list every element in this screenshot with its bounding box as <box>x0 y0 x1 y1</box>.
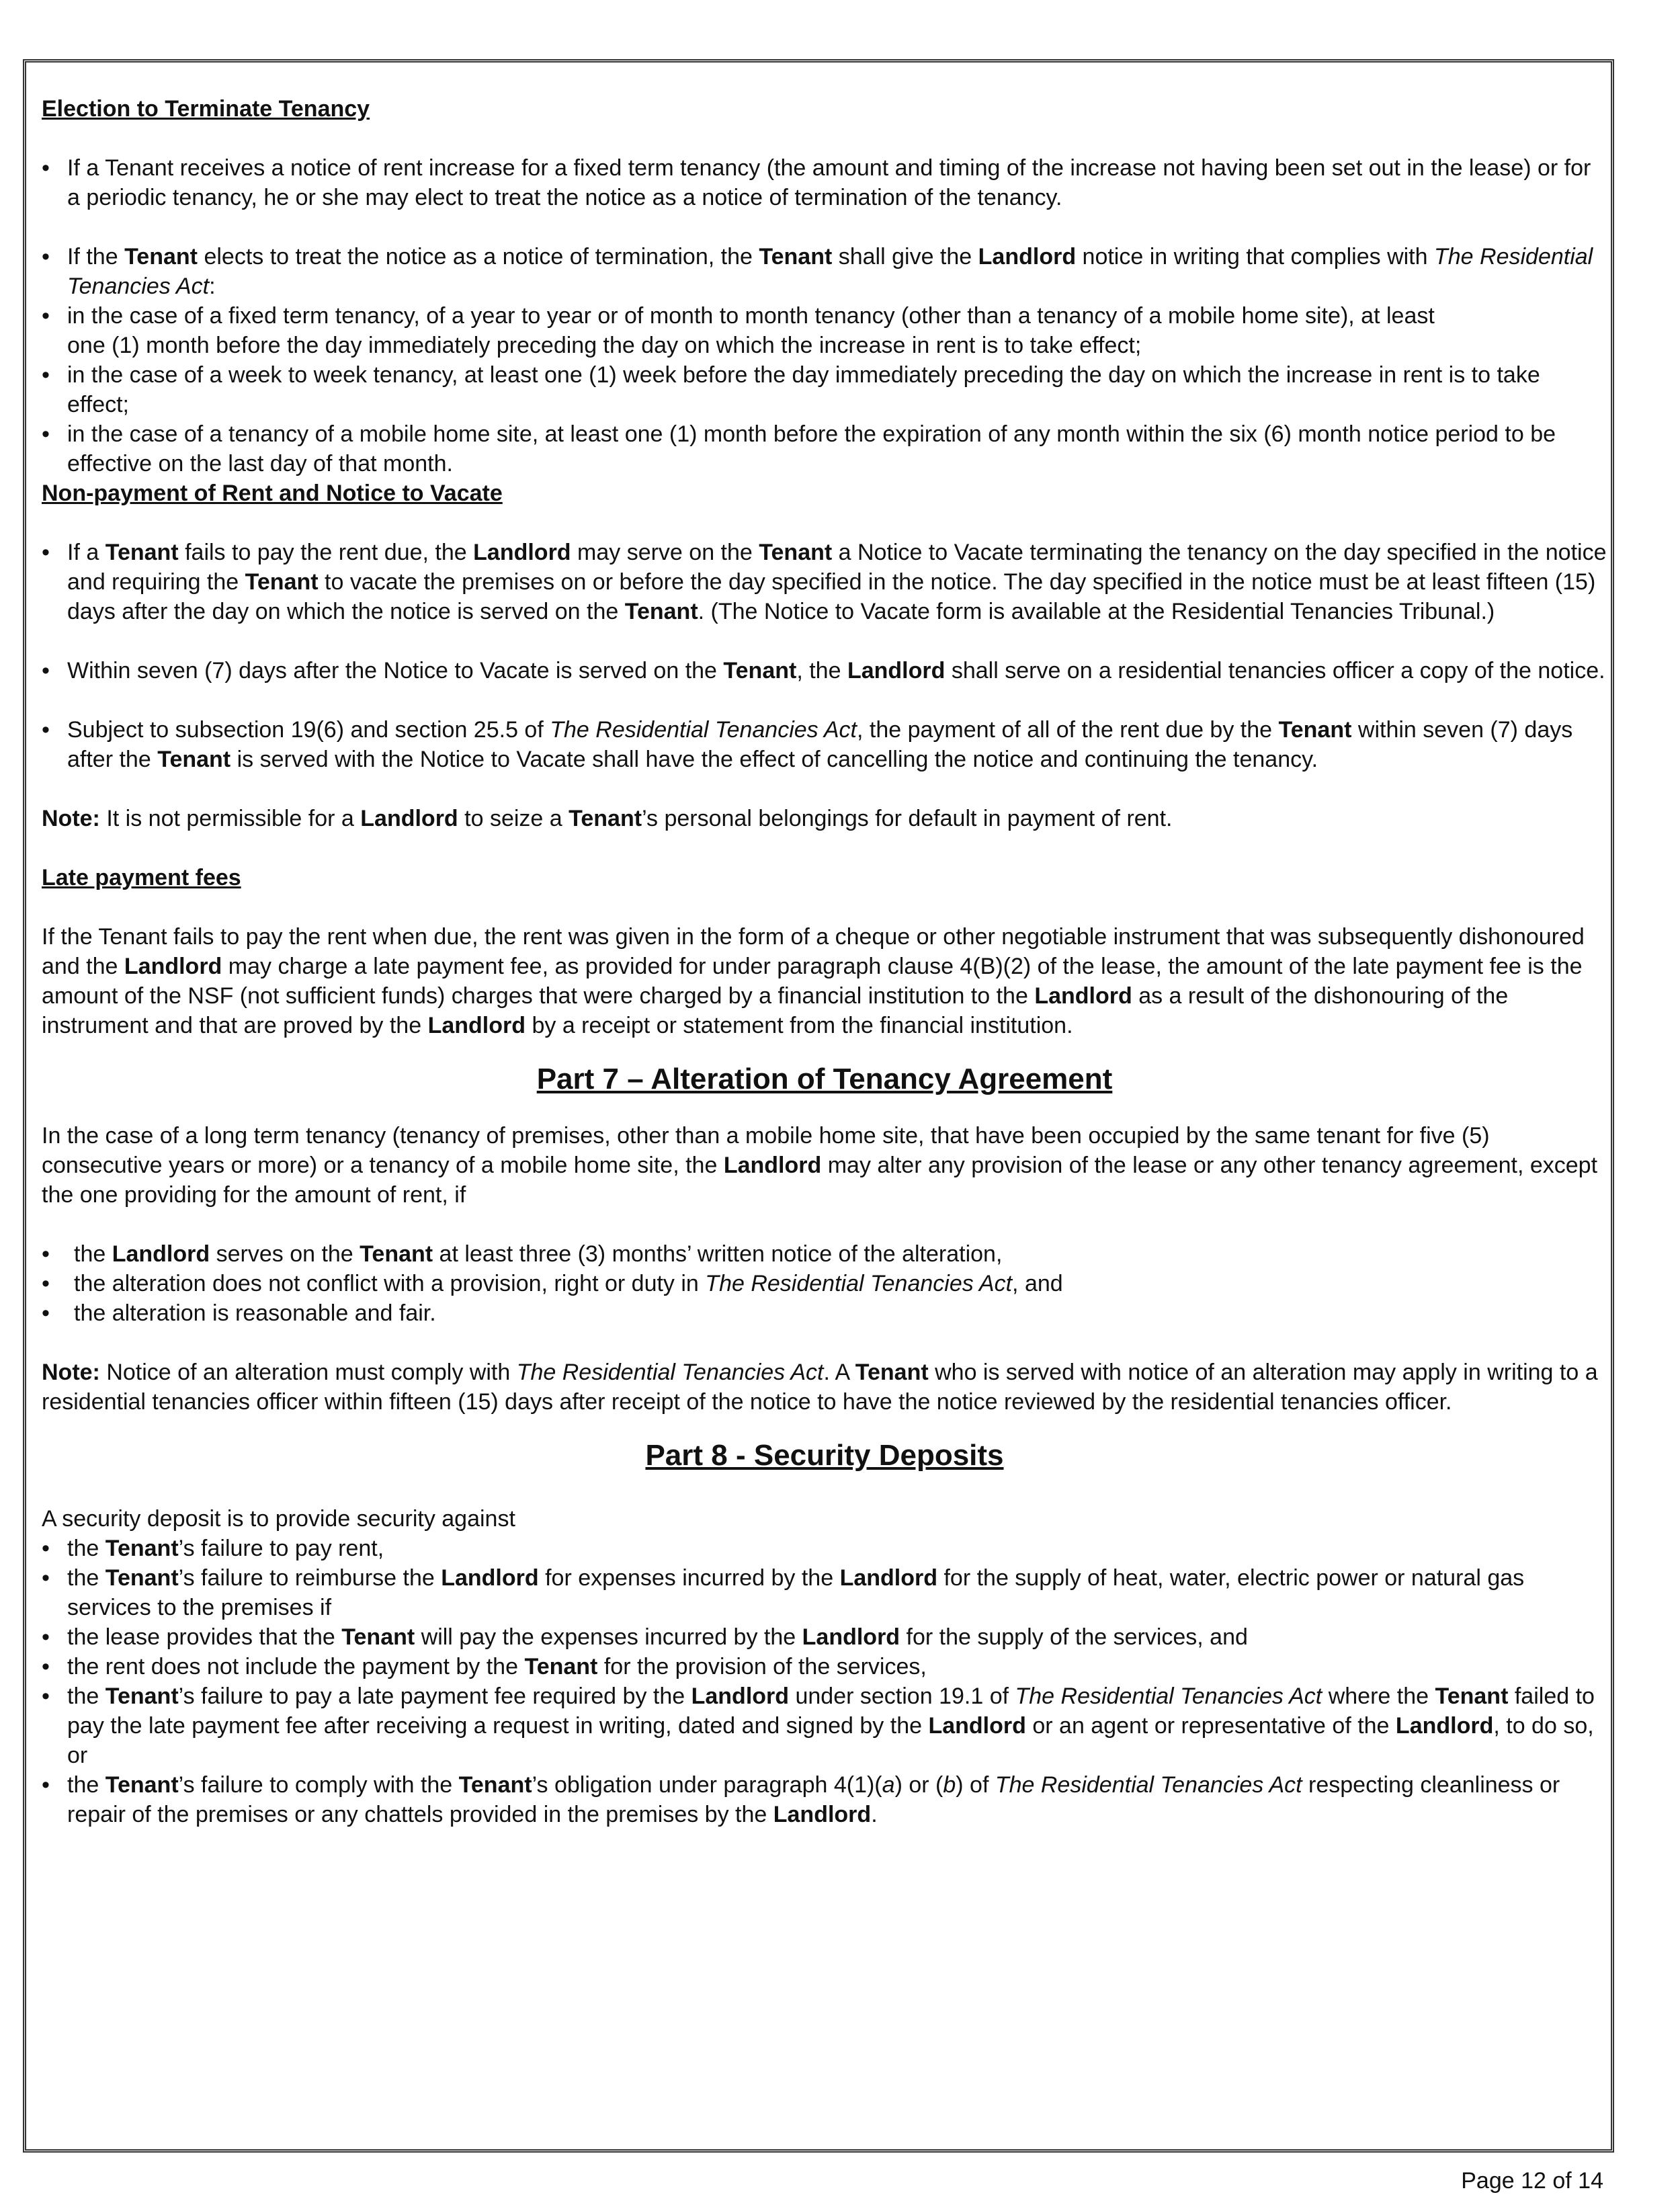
part8-intro: A security deposit is to provide security against <box>42 1506 515 1532</box>
part7-intro: In the case of a long term tenancy (tenancy of premises, other than a mobile home site, that have been occupied by the same tenant for five (5) consecutive years or more) or a tenancy of a mobile home site, the Landlord may alter any provision of the lease or any other tenancy agreement, except the one providing for the amount of rent, if <box>42 1123 1598 1208</box>
part8-list <box>42 1534 1607 1622</box>
heading-election: Election to Terminate Tenancy <box>42 96 370 122</box>
page-number: Page 12 of 14 <box>1461 2168 1603 2194</box>
list-item: • Subject to subsection 19(6) and section 25.5 of The Residential Tenancies Act, the payment of all of the rent due by the Tenant within seven (7) days after the Tenant is served with the Notice to Vacate shall have the effect of cancelling the notice and continuing the tenancy. <box>42 715 1607 774</box>
late-fees-paragraph: If the Tenant fails to pay the rent when due, the rent was given in the form of a cheque or other negotiable instrument that was subsequently dishonoured and the Landlord may charge a late payment fee, as provided for under paragraph clause 4(B)(2) of the lease, the amount of the late payment fee is the amount of the NSF (not sufficient funds) charges that were charged by a financial institution to the Landlord as a result of the dishonouring of the instrument and that are proved by the Landlord by a receipt or statement from the financial institution. <box>42 924 1585 1038</box>
part7-note: Note: Notice of an alteration must comply with The Residential Tenancies Act. A Tenant who is served with notice of an alteration may apply in writing to a residential tenancies officer within fifteen (15) days after receipt of the notice to have the notice reviewed by the residential tenancies officer. <box>42 1360 1598 1415</box>
list-item: • Within seven (7) days after the Notice to Vacate is served on the Tenant, the Landlord shall serve on a residential tenancies officer a copy of the notice. <box>42 656 1607 685</box>
list-item: • If the Tenant elects to treat the notice as a notice of termination, the Tenant shall give the Landlord notice in writing that complies with The Residential Tenancies Act: <box>42 242 1607 301</box>
list-item: • the Tenant’s failure to comply with the Tenant’s obligation under paragraph 4(1)(a) or (b) of The Residential Tenancies Act respecting cleanliness or repair of the premises or any chattels provided in the premises by the Landlord. <box>42 1770 1607 1829</box>
part7-title: Part 7 – Alteration of Tenancy Agreement <box>536 1063 1113 1095</box>
list-item: • in the case of a week to week tenancy, at least one (1) week before the day immediately preceding the day on which the increase in rent is to take effect; <box>42 360 1607 419</box>
list-item: • the alteration is reasonable and fair. <box>42 1298 1607 1328</box>
list-item: • the Landlord serves on the Tenant at least three (3) months’ written notice of the alteration, <box>42 1239 1607 1269</box>
list-item: • If a Tenant fails to pay the rent due, the Landlord may serve on the Tenant a Notice to Vacate terminating the tenancy on the day specified in the notice and requiring the Tenant to vacate the premises on or before the day specified in the notice. The day specified in the notice must be at least fifteen (15) days after the day on which the notice is served on the Tenant. (The Notice to Vacate form is available at the Residential Tenancies Tribunal.) <box>42 538 1607 626</box>
part8-list-cont <box>42 1681 1607 1829</box>
nonpayment-list <box>42 538 1607 774</box>
list-item: • the Tenant’s failure to reimburse the Landlord for expenses incurred by the Landlord for the supply of heat, water, electric power or natural gas services to the premises if <box>42 1563 1607 1622</box>
list-item: • in the case of a tenancy of a mobile home site, at least one (1) month before the expiration of any month within the six (6) month notice period to be effective on the last day of that month. <box>42 419 1607 479</box>
heading-nonpayment: Non-payment of Rent and Notice to Vacate <box>42 481 503 506</box>
list-item: • in the case of a fixed term tenancy, of a year to year or of month to month tenancy (other than a tenancy of a mobile home site), at least one (1) month before the day immediately preceding the day on which the increase in rent is to take effect; <box>42 301 1607 360</box>
list-item: • the alteration does not conflict with a provision, right or duty in The Residential Tenancies Act, and <box>42 1269 1607 1298</box>
list-item: • the rent does not include the payment by the Tenant for the provision of the services, <box>42 1652 1607 1681</box>
election-sublist <box>42 301 1607 479</box>
list-item: • the Tenant’s failure to pay rent, <box>42 1534 1607 1563</box>
list-item: • If a Tenant receives a notice of rent increase for a fixed term tenancy (the amount and timing of the increase not having been set out in the lease) or for a periodic tenancy, he or she may elect to treat the notice as a notice of termination of the tenancy. <box>42 153 1607 212</box>
list-item: • the Tenant’s failure to pay a late payment fee required by the Landlord under section 19.1 of The Residential Tenancies Act where the Tenant failed to pay the late payment fee after receiving a request in writing, dated and signed by the Landlord or an agent or representative of the Landlord, to do so, or <box>42 1681 1607 1770</box>
heading-late-fees: Late payment fees <box>42 865 241 890</box>
part8-sublist <box>42 1622 1607 1681</box>
nonpayment-note: Note: It is not permissible for a Landlord to seize a Tenant’s personal belongings for default in payment of rent. <box>42 806 1173 831</box>
election-list <box>42 153 1607 301</box>
document-body <box>42 94 1607 1829</box>
part8-title: Part 8 - Security Deposits <box>645 1439 1004 1472</box>
part7-list <box>42 1239 1607 1328</box>
list-item: • the lease provides that the Tenant will pay the expenses incurred by the Landlord for the supply of the services, and <box>42 1622 1607 1652</box>
